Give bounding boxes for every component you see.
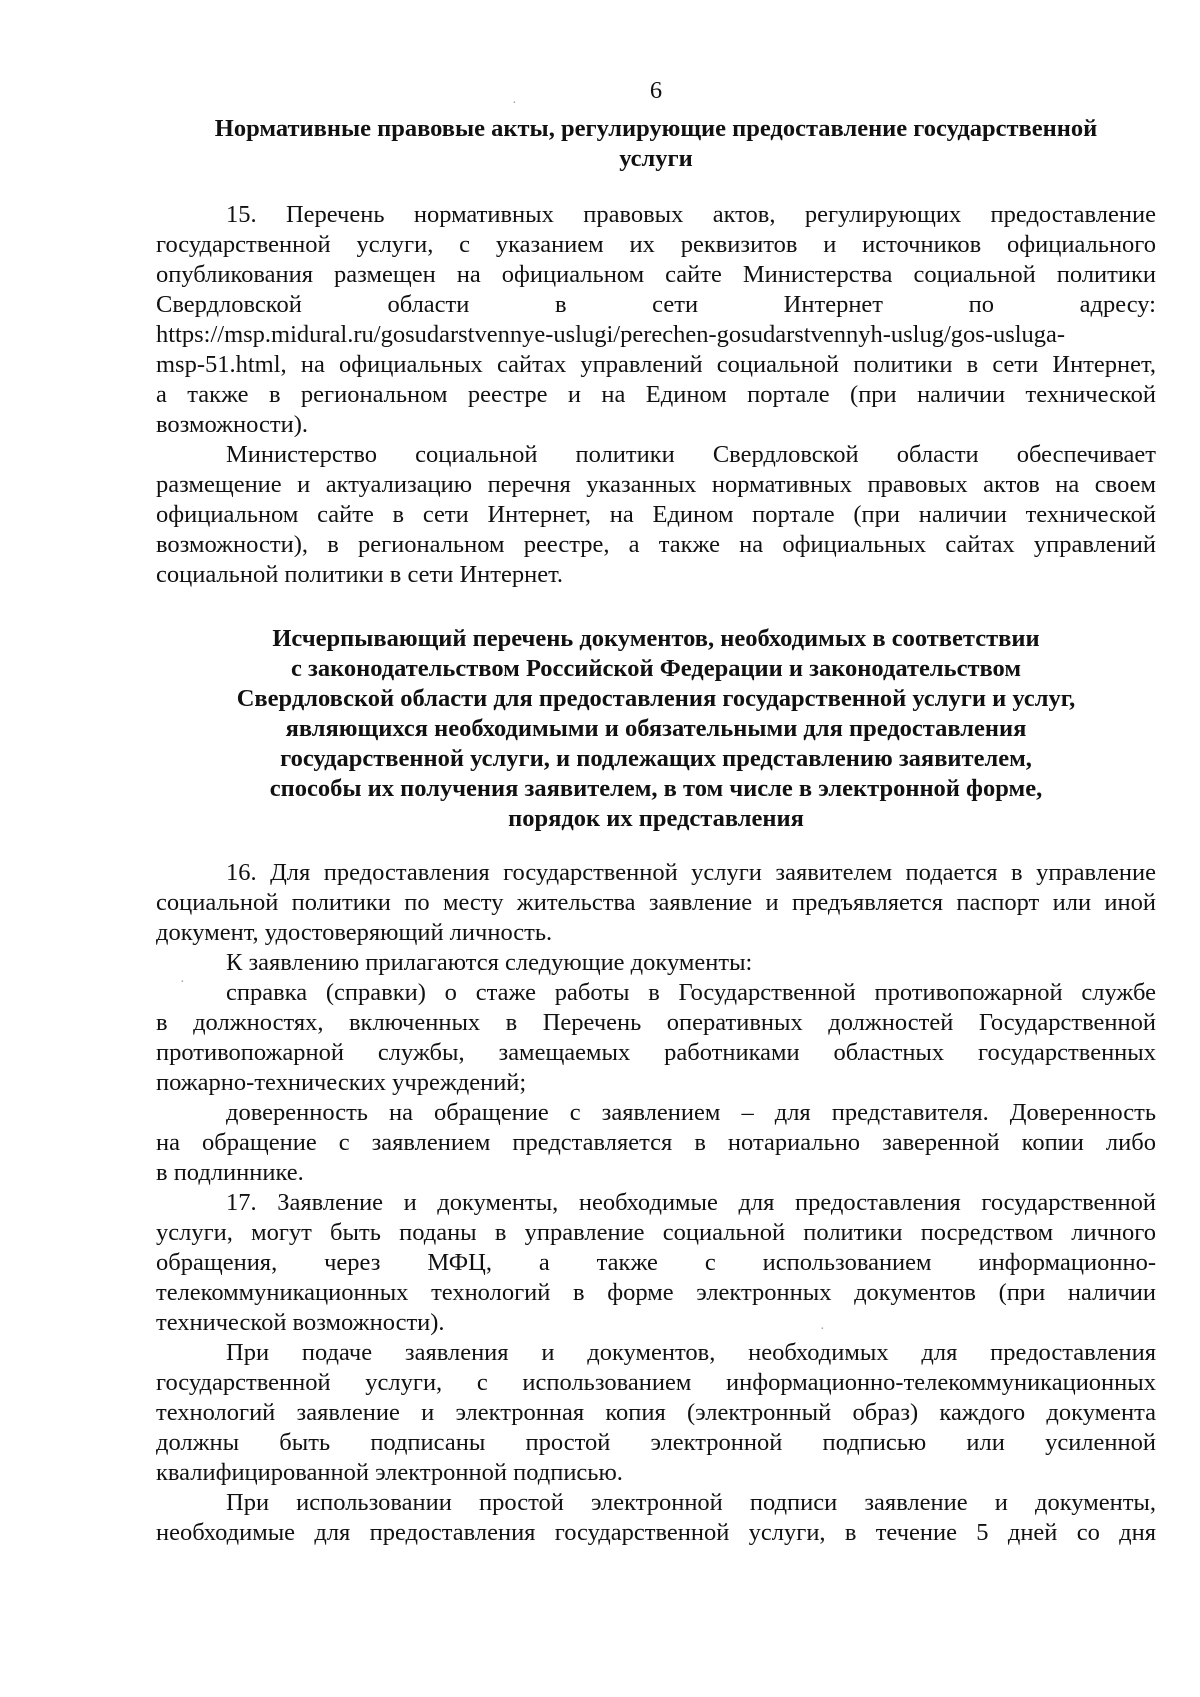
- text-line: 17. Заявление и документы, необходимые для предоставления государственной: [226, 1189, 1156, 1216]
- heading-line: услуги: [619, 145, 693, 172]
- text-line: msp-51.html, на официальных сайтах управлений социальной политики в сети Интернет,: [156, 351, 1156, 378]
- document-body: [156, 76, 1156, 1548]
- paragraph-15: [156, 200, 1156, 440]
- paragraph-service-certificate: [156, 978, 1156, 1098]
- scan-speck: ·: [180, 975, 185, 990]
- text-line: Свердловской области в сети Интернет по адресу:: [156, 291, 1156, 318]
- paragraph-power-of-attorney: [156, 1098, 1156, 1188]
- paragraph-ministry-duty: [156, 440, 1156, 590]
- text-line: Министерство социальной политики Свердловской области обеспечивает: [226, 441, 1156, 468]
- text-line: в подлиннике.: [156, 1159, 304, 1186]
- text-line: 16. Для предоставления государственной услуги заявителем подается в управление: [226, 859, 1156, 886]
- heading-line: с законодательством Российской Федерации и законодательством: [290, 655, 1022, 682]
- paragraph-16: [156, 858, 1156, 948]
- scan-speck: ·: [512, 96, 517, 111]
- text-line: услуги, могут быть поданы в управление социальной политики посредством личного: [156, 1219, 1156, 1246]
- heading-line: Свердловской области для предоставления государственной услуги и услуг,: [236, 685, 1076, 712]
- heading-line: Нормативные правовые акты, регулирующие предоставление государственной: [214, 115, 1098, 142]
- text-line: обращения, через МФЦ, а также с использованием информационно-: [156, 1249, 1156, 1276]
- text-line: квалифицированной электронной подписью.: [156, 1459, 623, 1486]
- paragraph-attachments-intro: [156, 948, 1156, 978]
- text-line: телекоммуникационных технологий в форме электронных документов (при наличии: [156, 1279, 1156, 1306]
- text-line: 15. Перечень нормативных правовых актов, регулирующих предоставление: [226, 201, 1156, 228]
- text-line: государственной услуги, с указанием их реквизитов и источников официального: [156, 231, 1156, 258]
- page-number: 6: [649, 77, 663, 104]
- text-line: государственной услуги, с использованием информационно-телекоммуникационных: [156, 1369, 1156, 1396]
- text-line: документ, удостоверяющий личность.: [156, 919, 553, 946]
- paragraph-electronic-signature: [156, 1338, 1156, 1488]
- text-line: При использовании простой электронной подписи заявление и документы,: [226, 1489, 1156, 1516]
- scan-speck: ·: [820, 1322, 825, 1337]
- text-line: опубликования размещен на официальном сайте Министерства социальной политики: [156, 261, 1156, 288]
- text-line: социальной политики по месту жительства заявление и предъявляется паспорт или иной: [156, 889, 1156, 916]
- text-line: социальной политики в сети Интернет.: [156, 561, 564, 588]
- text-line: доверенность на обращение с заявлением – для представителя. Доверенность: [226, 1099, 1156, 1126]
- text-line: размещение и актуализацию перечня указанных нормативных правовых актов на своем: [156, 471, 1156, 498]
- text-line: должны быть подписаны простой электронной подписью или усиленной: [156, 1429, 1156, 1456]
- text-line: в должностях, включенных в Перечень оперативных должностей Государственной: [156, 1009, 1156, 1036]
- heading-line: государственной услуги, и подлежащих представлению заявителем,: [280, 745, 1032, 772]
- paragraph-17: [156, 1188, 1156, 1338]
- text-line: пожарно-технических учреждений;: [156, 1069, 527, 1096]
- text-line: противопожарной службы, замещаемых работниками областных государственных: [156, 1039, 1156, 1066]
- text-line: на обращение с заявлением представляется в нотариально заверенной копии либо: [156, 1129, 1156, 1156]
- heading-line: Исчерпывающий перечень документов, необходимых в соответствии: [272, 625, 1040, 652]
- text-line: К заявлению прилагаются следующие документы:: [226, 949, 753, 976]
- text-line: официальном сайте в сети Интернет, на Едином портале (при наличии технической: [156, 501, 1156, 528]
- text-line: возможности).: [156, 411, 309, 438]
- heading-line: являющихся необходимыми и обязательными для предоставления: [285, 715, 1027, 742]
- paragraph-simple-signature: [156, 1488, 1156, 1548]
- heading-line: порядок их представления: [508, 805, 804, 832]
- text-line: необходимые для предоставления государственной услуги, в течение 5 дней со дня: [156, 1519, 1156, 1546]
- text-line: технической возможности).: [156, 1309, 445, 1336]
- text-line: а также в региональном реестре и на Едином портале (при наличии технической: [156, 381, 1156, 408]
- section-heading-documents-list: [156, 624, 1156, 834]
- text-line: справка (справки) о стаже работы в Государственной противопожарной службе: [226, 979, 1156, 1006]
- section-heading-normative-acts: [156, 114, 1156, 174]
- heading-line: способы их получения заявителем, в том числе в электронной форме,: [269, 775, 1043, 802]
- text-line: При подаче заявления и документов, необходимых для предоставления: [226, 1339, 1156, 1366]
- text-line: https://msp.midural.ru/gosudarstvennye-uslugi/perechen-gosudarstvennyh-uslug/gos-usluga-: [156, 321, 1066, 348]
- text-line: технологий заявление и электронная копия (электронный образ) каждого документа: [156, 1399, 1156, 1426]
- text-line: возможности), в региональном реестре, а также на официальных сайтах управлений: [156, 531, 1156, 558]
